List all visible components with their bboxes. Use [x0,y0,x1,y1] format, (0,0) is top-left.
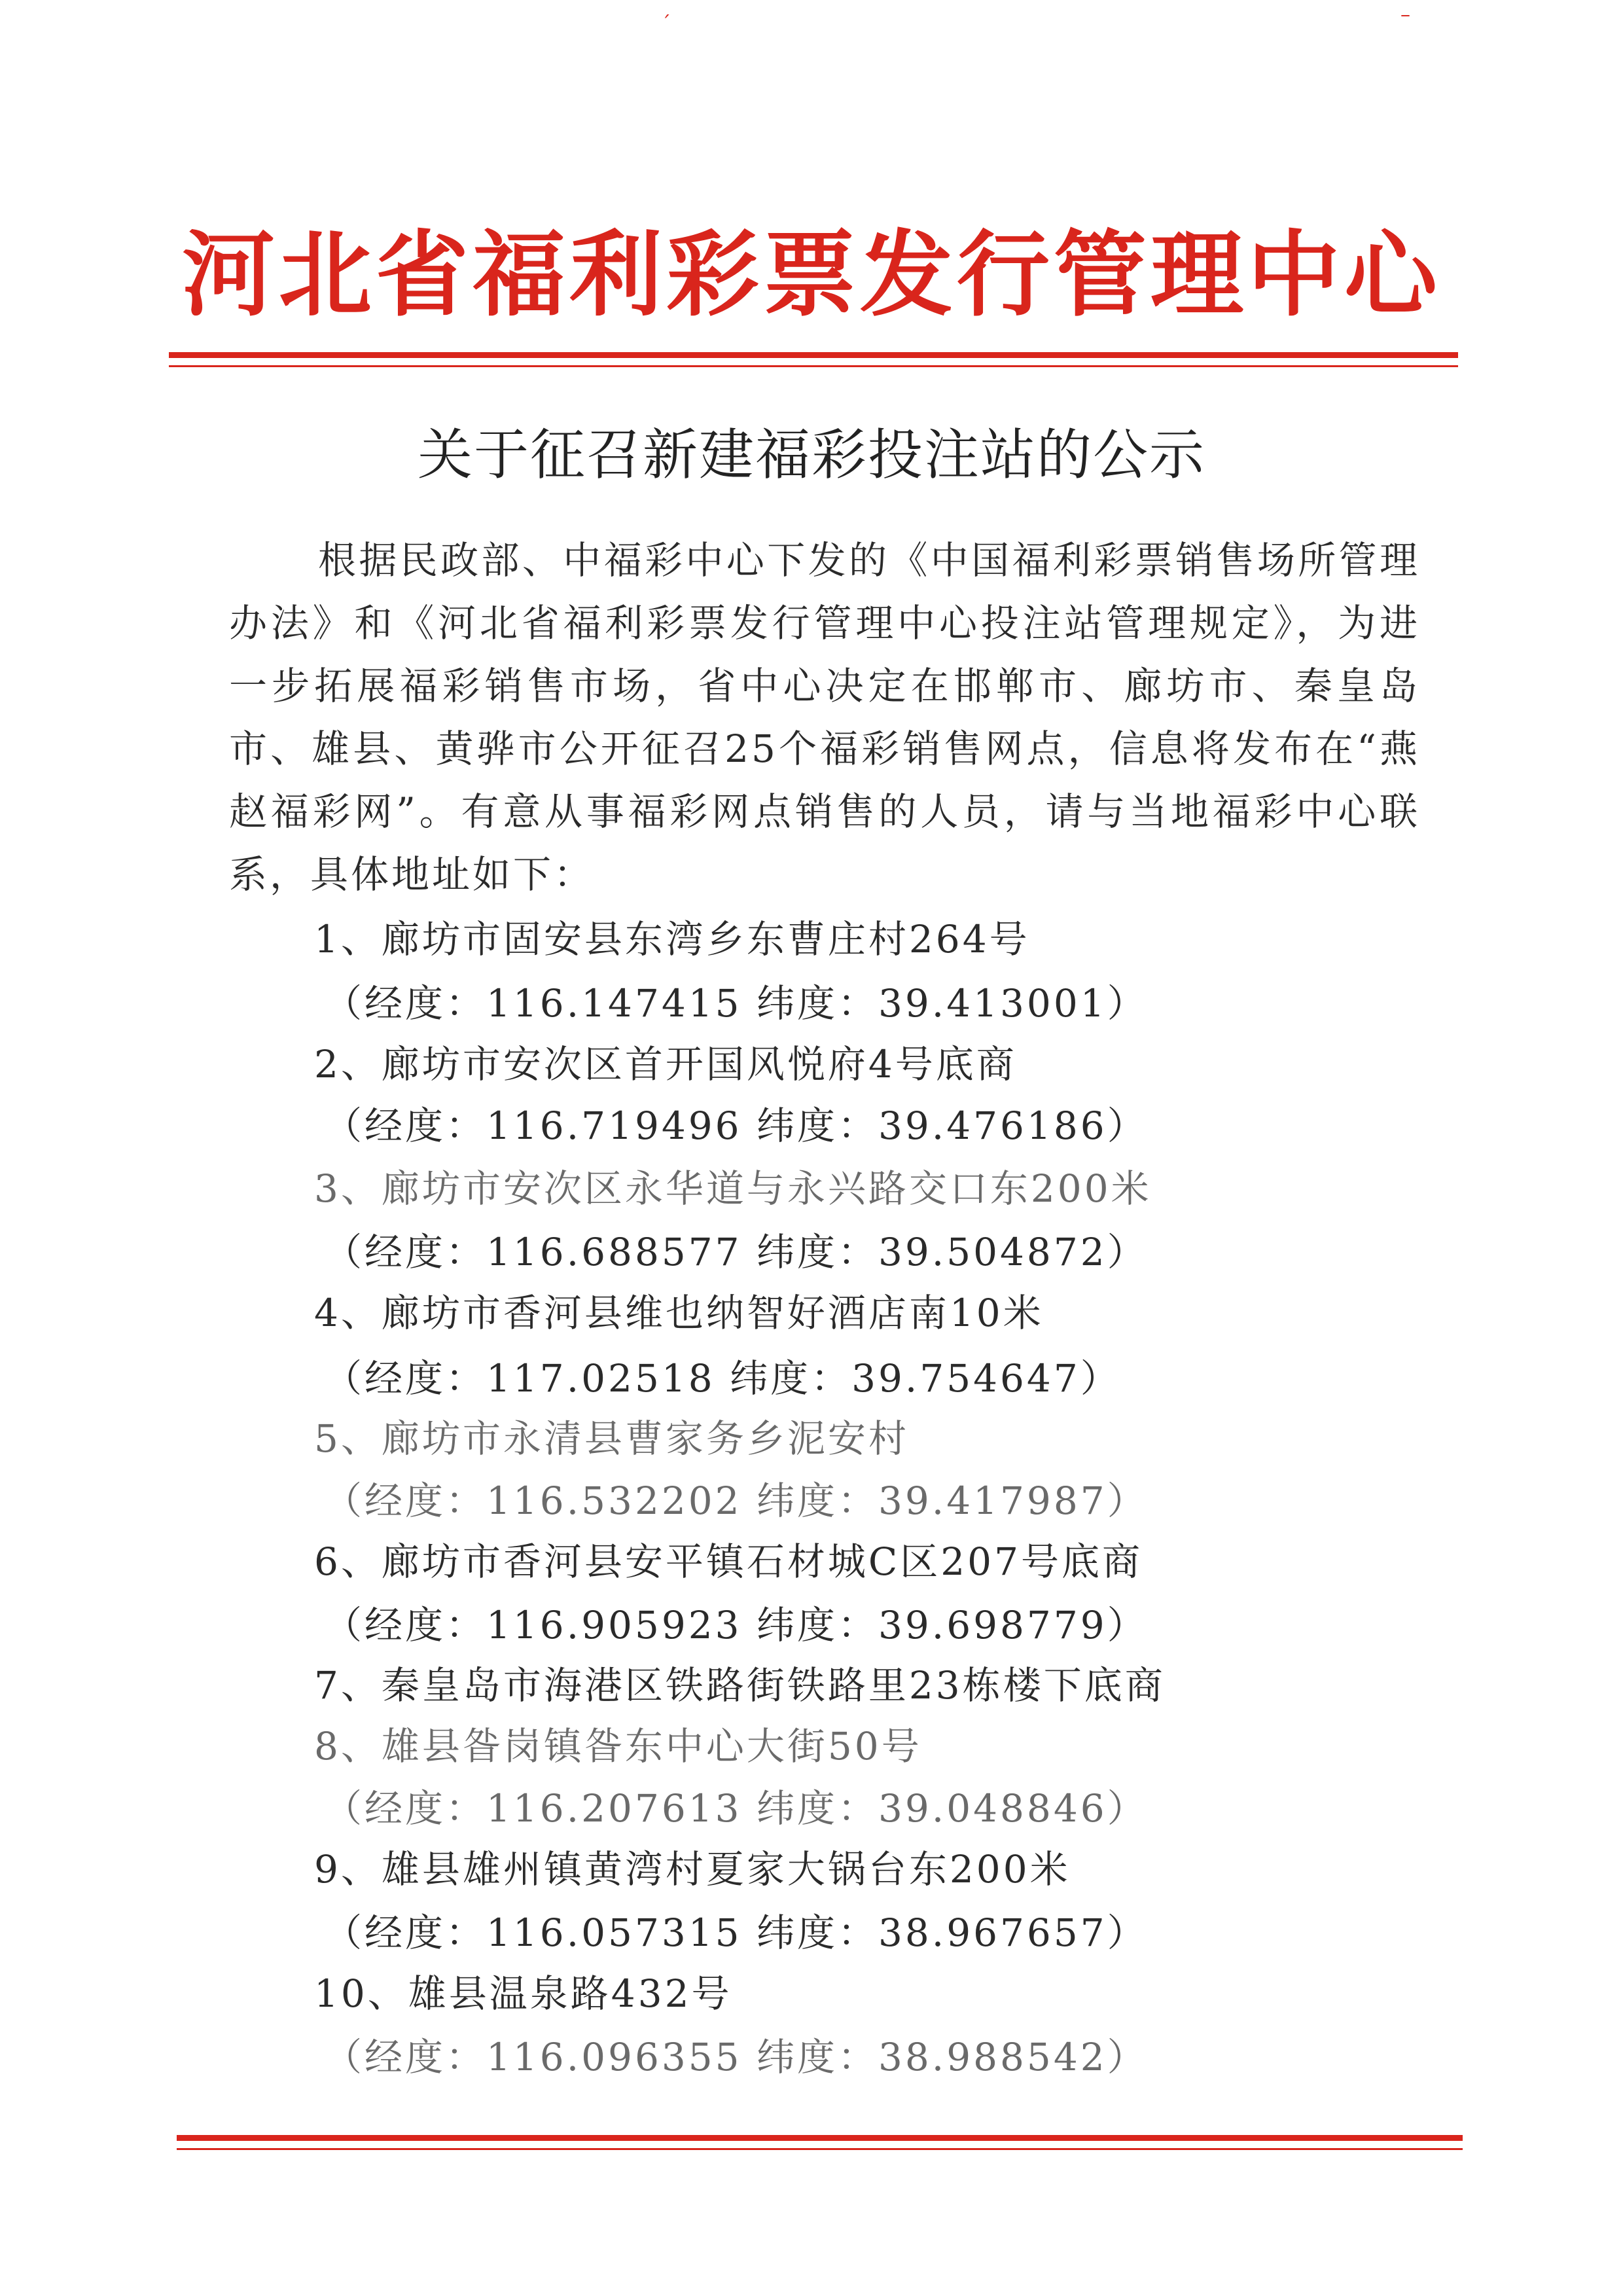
site-coordinates: （经度：116.207613 纬度：39.048846） [324,1786,1148,1831]
site-address: 4、廊坊市香河县维也纳智好酒店南10米 [314,1291,1044,1335]
site-coordinates: （经度：116.688577 纬度：39.504872） [324,1230,1148,1274]
document-title: 关于征召新建福彩投注站的公示 [417,423,1205,487]
site-address: 2、廊坊市安次区首开国风悦府4号底商 [314,1042,1017,1086]
footer-thick-rule [177,2135,1463,2141]
letterhead-title: 河北省福利彩票发行管理中心 [182,221,1441,329]
stray-red-mark: ˊ [661,12,671,35]
site-address: 8、雄县昝岗镇昝东中心大街50号 [314,1724,922,1768]
letterhead-thick-rule [169,352,1458,358]
footer-thin-rule [177,2148,1463,2150]
site-address: 1、廊坊市固安县东湾乡东曹庄村264号 [314,917,1030,961]
site-address: 3、廊坊市安次区永华道与永兴路交口东200米 [314,1166,1152,1211]
site-coordinates: （经度：116.719496 纬度：39.476186） [324,1103,1148,1148]
site-coordinates: （经度：116.057315 纬度：38.967657） [324,1910,1148,1955]
stray-red-dash: – [1400,3,1410,26]
letterhead-thin-rule [169,365,1458,367]
site-address: 9、雄县雄州镇黄湾村夏家大锅台东200米 [314,1847,1071,1892]
site-address: 5、廊坊市永清县曹家务乡泥安村 [314,1416,909,1461]
site-coordinates: （经度：116.905923 纬度：39.698779） [324,1603,1148,1647]
site-address: 7、秦皇岛市海港区铁路街铁路里23栋楼下底商 [314,1663,1166,1708]
site-coordinates: （经度：117.02518 纬度：39.754647） [324,1356,1121,1401]
site-address: 10、雄县温泉路432号 [314,1971,732,2016]
site-coordinates: （经度：116.096355 纬度：38.988542） [324,2035,1148,2079]
site-coordinates: （经度：116.147415 纬度：39.413001） [324,981,1148,1026]
site-coordinates: （经度：116.532202 纬度：39.417987） [324,1479,1148,1523]
site-address: 6、廊坊市香河县安平镇石材城C区207号底商 [314,1539,1143,1584]
intro-paragraph: 根据民政部、中福彩中心下发的《中国福利彩票销售场所管理办法》和《河北省福利彩票发行管理中心投注站管理规定》，为进一步拓展福彩销售市场，省中心决定在邯郸市、廊坊市、秦皇岛市、雄县、黄骅市公开征召25个福彩销售网点，信息将发布在“燕赵福彩网”。有意从事福彩网点销售的人员，请与当地福彩中心联系，具体地址如下： [229,538,1420,897]
